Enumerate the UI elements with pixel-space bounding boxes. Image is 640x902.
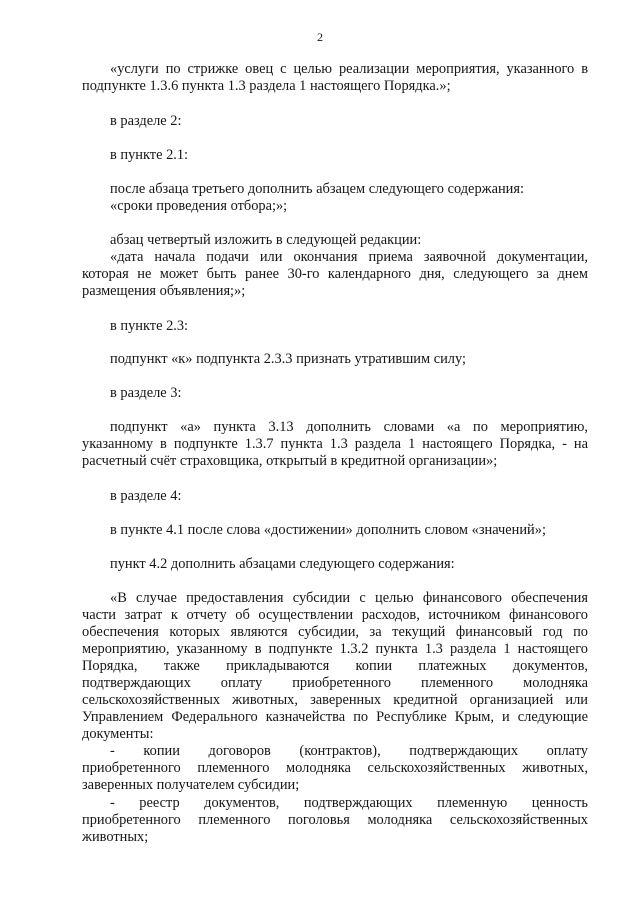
text-line: документы: [82, 726, 154, 742]
text-line: в пункте 2.1: [110, 147, 189, 163]
text-line: подпункте 1.3.6 пункта 1.3 раздела 1 настоящего Порядка.»; [82, 78, 451, 94]
text-line: заверенных получателем субсидии; [82, 777, 300, 793]
text-line: указанному в подпункте 1.3.7 пункта 1.3 раздела 1 настоящего Порядка, - на [82, 436, 588, 452]
text-line: в разделе 4: [110, 488, 182, 504]
text-line: расчетный счёт страховщика, открытый в кредитной организации»; [82, 453, 498, 469]
page-number: 2 [317, 30, 323, 44]
text-line: приобретенного племенного поголовья молодняка сельскохозяйственных [82, 812, 588, 828]
text-line: «дата начала подачи или окончания приема заявочной документации, [110, 249, 588, 265]
text-line: в пункте 4.1 после слова «достижении» дополнить словом «значений»; [110, 522, 546, 538]
text-line: - копии договоров (контрактов), подтверждающих оплату [110, 743, 588, 759]
text-line: пункт 4.2 дополнить абзацами следующего содержания: [110, 556, 455, 572]
text-line: Управлением Федерального казначейства по Республике Крым, и следующие [82, 709, 588, 725]
text-line: подтверждающих оплату приобретенного племенного молодняка [82, 675, 588, 691]
text-line: животных; [82, 829, 149, 845]
text-line: в разделе 3: [110, 385, 182, 401]
text-line: приобретенного племенного молодняка сельскохозяйственных животных, [82, 760, 588, 776]
text-line: в разделе 2: [110, 113, 182, 129]
text-line: части затрат к отчету об осуществлении расходов, источником финансового [82, 607, 588, 623]
text-line: «услуги по стрижке овец с целью реализации мероприятия, указанного в [110, 61, 588, 77]
text-line: размещения объявления;»; [82, 283, 246, 299]
text-line: «сроки проведения отбора;»; [110, 198, 288, 214]
text-line: в пункте 2.3: [110, 318, 189, 334]
text-line: - реестр документов, подтверждающих племенную ценность [110, 795, 588, 811]
text-line: подпункт «к» подпункта 2.3.3 признать утратившим силу; [110, 351, 466, 367]
text-line: после абзаца третьего дополнить абзацем следующего содержания: [110, 181, 524, 197]
text-line: «В случае предоставления субсидии с целью финансового обеспечения [110, 590, 588, 606]
text-line: абзац четвертый изложить в следующей редакции: [110, 232, 422, 248]
text-line: мероприятию, указанному в подпункте 1.3.2 пункта 1.3 раздела 1 настоящего [82, 641, 588, 657]
text-line: обеспечения которых являются субсидии, за текущий финансовый год по [82, 624, 588, 640]
text-line: подпункт «а» пункта 3.13 дополнить словами «а по мероприятию, [110, 419, 588, 435]
text-line: сельскохозяйственных животных, заверенных кредитной организацией или [82, 692, 588, 708]
text-line: Порядка, также прикладываются копии платежных документов, [82, 658, 588, 674]
text-line: которая не может быть ранее 30-го календарного дня, следующего за днем [82, 266, 588, 282]
